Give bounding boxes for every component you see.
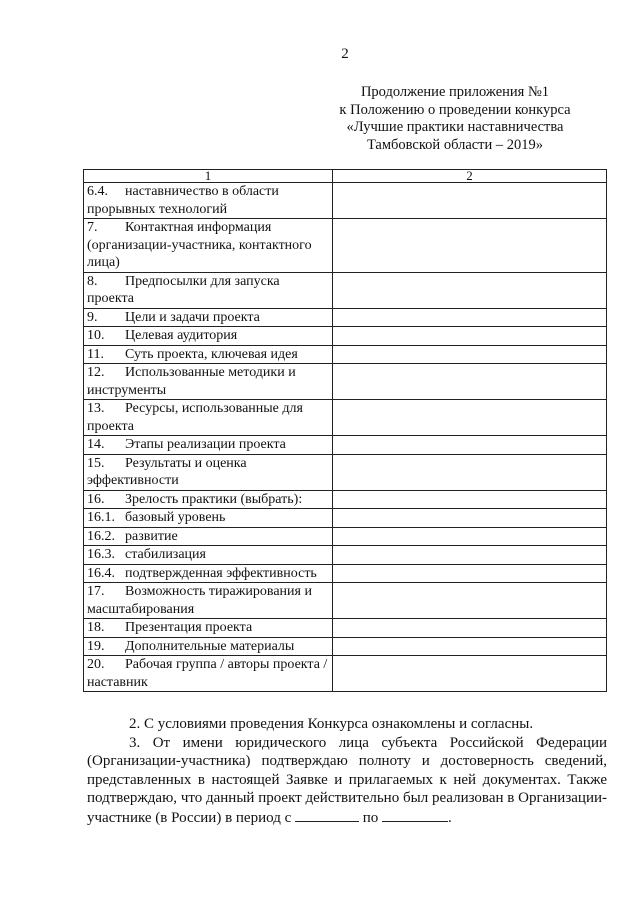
- table-row: [84, 364, 607, 400]
- row-value-cell[interactable]: [333, 619, 607, 638]
- paragraph-3-text: 3. От имени юридического лица субъекта Российской Федерации (Организации-участника) подтверждаю полноту и достоверность сведений, представленных в настоящей Заявке и прилагаемых к ней документах. Также подтверждаю, что данный проект действительно был реализован в Организации-участнике (в России) в период с: [87, 734, 607, 826]
- table-row: [84, 637, 607, 656]
- header-line-2: к Положению о проведении конкурса: [339, 101, 571, 118]
- declaration-text: [87, 715, 607, 828]
- row-label: Результаты и оценка эффективности: [87, 455, 247, 488]
- paragraph-3: [87, 734, 607, 828]
- row-value-cell[interactable]: [333, 308, 607, 327]
- row-value-cell[interactable]: [333, 454, 607, 490]
- row-label: Рабочая группа / авторы проекта / наставник: [87, 657, 328, 690]
- row-label-cell: [84, 656, 333, 692]
- row-label-cell: [84, 546, 333, 565]
- row-label-cell: [84, 583, 333, 619]
- row-label-cell: [84, 619, 333, 638]
- row-label: Предпосылки для запуска проекта: [87, 273, 280, 306]
- table-row: [84, 509, 607, 528]
- row-value-cell[interactable]: [333, 564, 607, 583]
- table-row: [84, 308, 607, 327]
- row-label-cell: [84, 183, 333, 219]
- column-1-header: 1: [84, 170, 333, 183]
- row-label: Презентация проекта: [125, 620, 253, 635]
- table-row: [84, 454, 607, 490]
- row-number: 15.: [87, 455, 105, 471]
- row-number: 7.: [87, 220, 98, 235]
- header-line-3: «Лучшие практики наставничества: [346, 119, 564, 135]
- row-label-cell: [84, 272, 333, 308]
- row-number: 11.: [87, 346, 104, 362]
- page-number: 2: [341, 46, 349, 62]
- row-value-cell[interactable]: [333, 637, 607, 656]
- row-label-cell: [84, 490, 333, 509]
- row-label: подтвержденная эффективность: [125, 565, 317, 581]
- row-value-cell[interactable]: [333, 656, 607, 692]
- period-to-field[interactable]: [382, 808, 448, 822]
- row-label-cell: [84, 327, 333, 346]
- table-row: [84, 272, 607, 308]
- row-label: Зрелость практики (выбрать):: [125, 491, 303, 507]
- row-label-cell: [84, 637, 333, 656]
- row-value-cell[interactable]: [333, 183, 607, 219]
- row-label: Возможность тиражирования и масштабирования: [87, 584, 312, 617]
- row-label-cell: [84, 400, 333, 436]
- row-label-cell: [84, 219, 333, 273]
- row-value-cell[interactable]: [333, 509, 607, 528]
- row-number: 16.: [87, 491, 105, 507]
- row-value-cell[interactable]: [333, 583, 607, 619]
- row-label: Контактная информация (организации-участника, контактного лица): [87, 220, 312, 270]
- row-label-cell: [84, 308, 333, 327]
- application-form-table: [83, 169, 607, 692]
- row-value-cell[interactable]: [333, 436, 607, 455]
- row-value-cell[interactable]: [333, 327, 607, 346]
- column-number-row: [84, 170, 607, 183]
- table-row: [84, 546, 607, 565]
- row-label-cell: [84, 454, 333, 490]
- paragraph-2: 2. С условиями проведения Конкурса ознакомлены и согласны.: [129, 716, 534, 732]
- row-value-cell[interactable]: [333, 490, 607, 509]
- row-label-cell: [84, 345, 333, 364]
- row-number: 10.: [87, 328, 105, 343]
- row-number: 6.4.: [87, 184, 108, 199]
- row-number: 16.4.: [87, 565, 115, 581]
- table-row: [84, 400, 607, 436]
- row-number: 16.1.: [87, 510, 115, 525]
- table-row: [84, 436, 607, 455]
- row-value-cell[interactable]: [333, 400, 607, 436]
- row-label-cell: [84, 509, 333, 528]
- end-mark: .: [448, 809, 452, 826]
- row-label: Ресурсы, использованные для проекта: [87, 401, 303, 434]
- row-label: стабилизация: [125, 547, 206, 562]
- row-number: 16.3.: [87, 547, 115, 562]
- row-label-cell: [84, 527, 333, 546]
- table-row: [84, 345, 607, 364]
- row-value-cell[interactable]: [333, 527, 607, 546]
- row-number: 13.: [87, 401, 105, 416]
- row-number: 12.: [87, 365, 105, 380]
- header-line-1: Продолжение приложения №1: [360, 84, 550, 100]
- row-number: 8.: [87, 273, 98, 289]
- row-number: 17.: [87, 584, 105, 599]
- row-value-cell[interactable]: [333, 364, 607, 400]
- row-number: 18.: [87, 620, 105, 635]
- row-value-cell[interactable]: [333, 219, 607, 273]
- table-row: [84, 656, 607, 692]
- row-value-cell[interactable]: [333, 345, 607, 364]
- row-number: 16.2.: [87, 528, 115, 544]
- row-number: 20.: [87, 657, 105, 672]
- period-from-field[interactable]: [295, 808, 359, 822]
- row-label: развитие: [125, 528, 178, 544]
- header-line-4: Тамбовской области – 2019»: [366, 136, 544, 153]
- appendix-header: [300, 84, 610, 154]
- table-row: [84, 619, 607, 638]
- row-label: Дополнительные материалы: [125, 638, 295, 654]
- table-row: [84, 490, 607, 509]
- row-label-cell: [84, 364, 333, 400]
- table-row: [84, 327, 607, 346]
- row-label: наставничество в области прорывных технологий: [87, 184, 279, 217]
- column-2-header: 2: [333, 170, 607, 183]
- row-label: Этапы реализации проекта: [125, 437, 286, 452]
- row-label: Цели и задачи проекта: [125, 309, 260, 325]
- table-row: [84, 564, 607, 583]
- row-number: 19.: [87, 638, 105, 654]
- row-label: Использованные методики и инструменты: [87, 365, 296, 398]
- row-number: 9.: [87, 309, 98, 325]
- period-to-word: по: [362, 809, 379, 826]
- row-label-cell: [84, 436, 333, 455]
- row-label: Суть проекта, ключевая идея: [125, 346, 298, 362]
- row-label: Целевая аудитория: [125, 328, 238, 343]
- table-row: [84, 183, 607, 219]
- row-value-cell[interactable]: [333, 272, 607, 308]
- row-label-cell: [84, 564, 333, 583]
- row-label: базовый уровень: [125, 510, 226, 525]
- row-number: 14.: [87, 437, 105, 452]
- table-row: [84, 527, 607, 546]
- row-value-cell[interactable]: [333, 546, 607, 565]
- table-row: [84, 219, 607, 273]
- table-row: [84, 583, 607, 619]
